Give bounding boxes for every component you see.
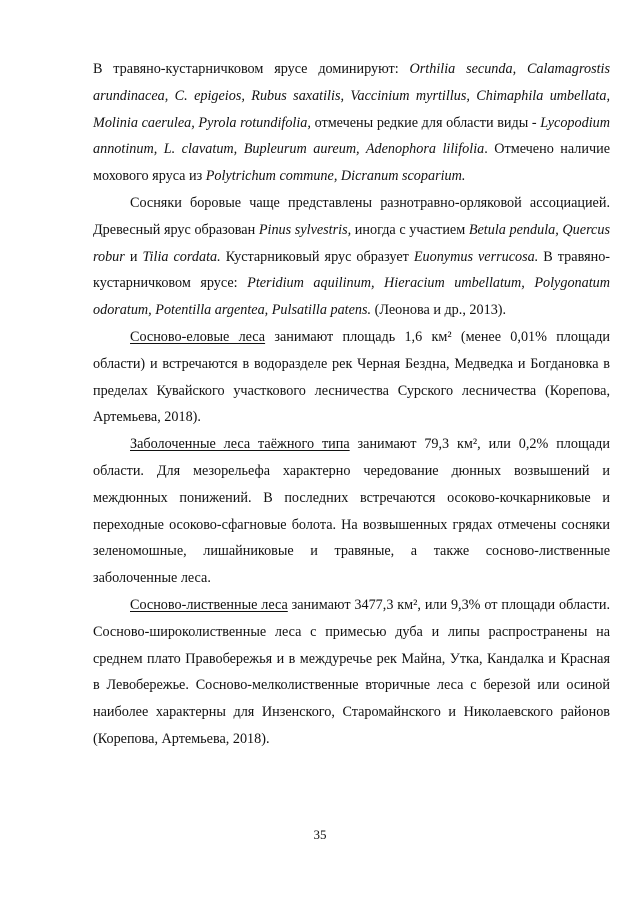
paragraph-herb-layer (93, 56, 610, 190)
species-italic: Pinus sylvestris, (258, 221, 352, 238)
text-span: В травяно-кустарничковом ярусе доминируют: (93, 61, 410, 77)
species-list-italic: Pteridium aquilinum, Hieracium umbellatum, Polygonatum odoratum, Potentilla argentea, Pulsatilla patens. (93, 275, 611, 319)
citation: (Леонова и др., 2013). (371, 302, 507, 319)
paragraph-pine-spruce-forests (93, 324, 610, 431)
text-span: иногда с участием (351, 221, 469, 238)
species-italic: Euonymus verrucosa. (413, 248, 539, 265)
section-term-underlined: Сосново-лиственные леса (130, 596, 288, 613)
page-number: 35 (313, 827, 327, 842)
text-span: и (124, 248, 143, 265)
text-span: отмечены редкие для области виды - (310, 114, 541, 131)
text-span: занимают площадь 1,6 км² (менее 0,01% площади области) и встречаются в водоразделе рек Черная Бездна, Медведка и Богдановка в пределах Кувайского участкового лесничества Сурского лесничества (Корепова, Артемьева, 2018). (93, 328, 611, 426)
paragraph-pine-forests (93, 190, 610, 324)
text-span: Сосняки боровые чаще представлены разнотравно-орляковой ассоциацией. Древесный ярус образован (93, 194, 610, 238)
text-span: Кустарниковый ярус образует (220, 248, 414, 265)
paragraph-pine-deciduous-forests (93, 592, 610, 753)
text-span: занимают 79,3 км², или 0,2% площади области. Для мезорельефа характерно чередование дюнных возвышений и междюнных понижений. В последних встречаются осоково-кочкарниковые и переходные осоково-сфагновые болота. На возвышенных грядах отмечены сосняки зеленомошные, лишайниковые и травяные, а также сосново-лиственные заболоченные леса. (93, 436, 610, 587)
species-list-italic: Orthilia secunda, Calamagrostis arundinacea, C. epigeios, Rubus saxatilis, Vaccinium myrtillus, Chimaphila umbellata, Molinia caerulea, Pyrola rotundifolia, (93, 61, 610, 131)
paragraph-boggy-taiga-forests (93, 431, 610, 592)
species-list-italic: Lycopodium annotinum, L. clavatum, Bupleurum aureum, Adenophora lilifolia (93, 114, 610, 158)
species-list-italic: Polytrichum commune, Dicranum scoparium. (205, 168, 466, 185)
section-term-underlined: Сосново-еловые леса (130, 328, 266, 345)
section-term-underlined: Заболоченные леса таёжного типа (130, 436, 350, 453)
text-span: . Отмечено наличие мохового яруса из (93, 141, 610, 185)
text-span: занимают 3477,3 км², или 9,3% от площади области. Сосново-широколиственные леса с примесью дуба и липы распространены на среднем плато Правобережья и в междуречье рек Майна, Утка, Кандалка и Красная в Левобережье. Сосново-мелколиственные вторичные леса с березой или осиной наиболее характерны для Инзенского, Старомайнского и Николаевского районов (Корепова, Артемьева, 2018). (93, 596, 610, 747)
text-span: В травяно-кустарничковом ярусе: (93, 248, 611, 292)
species-italic: Tilia cordata. (142, 248, 221, 265)
species-italic: Betula pendula, Quercus robur (93, 221, 610, 265)
body-text (93, 56, 610, 753)
